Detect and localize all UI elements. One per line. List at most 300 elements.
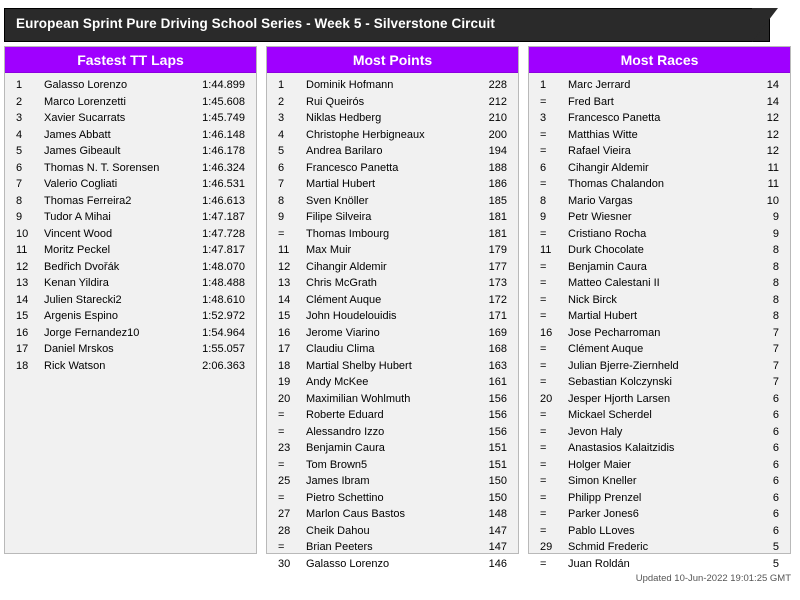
row-value: 150 — [488, 491, 507, 504]
row-value: 8 — [772, 310, 779, 323]
row-position: = — [540, 359, 547, 372]
row-position: 27 — [278, 508, 291, 521]
row-driver-name: Rick Watson — [44, 359, 106, 372]
row-driver-name: Benjamin Caura — [306, 442, 385, 455]
table-row — [5, 259, 256, 276]
table-row — [529, 143, 790, 160]
table-row — [267, 424, 518, 441]
row-value: 150 — [488, 475, 507, 488]
row-position: = — [540, 145, 547, 158]
row-value: 10 — [766, 194, 779, 207]
row-position: 13 — [16, 277, 29, 290]
row-value: 1:46.178 — [202, 145, 245, 158]
page-title: European Sprint Pure Driving School Series - Week 5 - Silverstone Circuit — [16, 16, 495, 31]
table-row — [267, 374, 518, 391]
row-position: = — [278, 425, 285, 438]
row-position: 6 — [540, 161, 547, 174]
row-position: = — [278, 227, 285, 240]
row-value: 6 — [772, 442, 779, 455]
table-row — [267, 556, 518, 573]
table-row — [529, 341, 790, 358]
row-value: 1:44.899 — [202, 79, 245, 92]
table-row — [267, 110, 518, 127]
row-driver-name: Roberte Eduard — [306, 409, 384, 422]
row-value: 1:48.070 — [202, 260, 245, 273]
table-row — [267, 539, 518, 556]
row-driver-name: Nick Birck — [568, 293, 617, 306]
row-position: 13 — [278, 277, 291, 290]
row-value: 1:48.610 — [202, 293, 245, 306]
row-value: 1:47.187 — [202, 211, 245, 224]
row-value: 210 — [488, 112, 507, 125]
row-position: = — [540, 310, 547, 323]
panel-most-races — [528, 46, 791, 570]
table-row — [267, 391, 518, 408]
row-value: 156 — [488, 425, 507, 438]
row-driver-name: Jorge Fernandez10 — [44, 326, 140, 339]
row-value: 172 — [488, 293, 507, 306]
table-row — [5, 94, 256, 111]
table-row — [267, 490, 518, 507]
row-driver-name: John Houdelouidis — [306, 310, 397, 323]
row-position: 4 — [16, 128, 23, 141]
row-driver-name: Thomas N. T. Sorensen — [44, 161, 160, 174]
table-row — [5, 143, 256, 160]
row-value: 156 — [488, 409, 507, 422]
row-position: 7 — [278, 178, 285, 191]
row-driver-name: Andrea Barilaro — [306, 145, 383, 158]
table-row — [529, 275, 790, 292]
row-driver-name: Martial Hubert — [568, 310, 638, 323]
row-driver-name: James Gibeault — [44, 145, 121, 158]
row-driver-name: Rafael Vieira — [568, 145, 631, 158]
table-row — [529, 473, 790, 490]
header-banner — [4, 8, 796, 44]
row-position: 1 — [540, 79, 547, 92]
row-value: 5 — [772, 541, 779, 554]
row-driver-name: Martial Hubert — [306, 178, 376, 191]
table-row — [5, 127, 256, 144]
row-driver-name: Fred Bart — [568, 95, 614, 108]
row-driver-name: Francesco Panetta — [306, 161, 399, 174]
row-position: 16 — [540, 326, 553, 339]
row-position: 25 — [278, 475, 291, 488]
last-updated-text: Updated 10-Jun-2022 19:01:25 GMT — [635, 573, 791, 584]
row-position: 17 — [278, 343, 291, 356]
row-driver-name: Galasso Lorenzo — [306, 557, 390, 570]
table-row — [267, 176, 518, 193]
row-position: = — [540, 343, 547, 356]
table-row — [529, 457, 790, 474]
row-value: 156 — [488, 392, 507, 405]
panel-header-fastest-tt-laps: Fastest TT Laps — [5, 47, 256, 73]
row-driver-name: Clément Auque — [568, 343, 644, 356]
row-driver-name: Thomas Chalandon — [568, 178, 665, 191]
row-driver-name: Maximilian Wohlmuth — [306, 392, 411, 405]
row-value: 6 — [772, 524, 779, 537]
row-value: 6 — [772, 409, 779, 422]
row-value: 1:47.817 — [202, 244, 245, 257]
row-driver-name: James Ibram — [306, 475, 370, 488]
row-position: 2 — [16, 95, 23, 108]
row-position: 17 — [16, 343, 29, 356]
row-driver-name: Philipp Prenzel — [568, 491, 642, 504]
row-position: 6 — [278, 161, 285, 174]
table-row — [267, 407, 518, 424]
row-value: 186 — [488, 178, 507, 191]
row-position: = — [540, 425, 547, 438]
row-position: 8 — [16, 194, 23, 207]
row-value: 1:48.488 — [202, 277, 245, 290]
row-value: 147 — [488, 524, 507, 537]
row-driver-name: Juan Roldán — [568, 557, 630, 570]
table-row — [267, 94, 518, 111]
table-row — [529, 127, 790, 144]
row-position: 16 — [16, 326, 29, 339]
row-driver-name: Jose Pecharroman — [568, 326, 661, 339]
row-driver-name: Argenis Espino — [44, 310, 118, 323]
table-row — [529, 407, 790, 424]
row-driver-name: Daniel Mrskos — [44, 343, 114, 356]
row-value: 5 — [772, 557, 779, 570]
table-row — [5, 308, 256, 325]
row-driver-name: Pablo LLoves — [568, 524, 635, 537]
table-row — [267, 308, 518, 325]
row-driver-name: Simon Kneller — [568, 475, 637, 488]
row-position: 20 — [540, 392, 553, 405]
row-value: 171 — [488, 310, 507, 323]
table-row — [529, 308, 790, 325]
row-position: 23 — [278, 442, 291, 455]
row-value: 151 — [488, 458, 507, 471]
row-driver-name: Clément Auque — [306, 293, 382, 306]
row-value: 6 — [772, 475, 779, 488]
table-row — [267, 506, 518, 523]
row-position: 5 — [16, 145, 23, 158]
row-driver-name: Alessandro Izzo — [306, 425, 385, 438]
table-row — [529, 259, 790, 276]
row-driver-name: Filipe Silveira — [306, 211, 372, 224]
row-driver-name: Valerio Cogliati — [44, 178, 118, 191]
row-position: 11 — [540, 244, 552, 257]
row-value: 200 — [488, 128, 507, 141]
row-position: 3 — [278, 112, 285, 125]
row-value: 9 — [772, 211, 779, 224]
row-position: 14 — [278, 293, 291, 306]
row-position: 19 — [278, 376, 291, 389]
row-value: 11 — [767, 178, 779, 191]
list-fastest-tt-laps — [5, 73, 256, 374]
table-row — [529, 523, 790, 540]
row-value: 7 — [772, 376, 779, 389]
table-row — [5, 226, 256, 243]
row-value: 2:06.363 — [202, 359, 245, 372]
row-driver-name: Petr Wiesner — [568, 211, 632, 224]
row-value: 212 — [488, 95, 507, 108]
row-driver-name: Cristiano Rocha — [568, 227, 647, 240]
table-row — [267, 457, 518, 474]
row-driver-name: Chris McGrath — [306, 277, 377, 290]
row-driver-name: Moritz Peckel — [44, 244, 111, 257]
row-position: 9 — [16, 211, 23, 224]
row-value: 173 — [488, 277, 507, 290]
row-driver-name: Christophe Herbigneaux — [306, 128, 425, 141]
row-value: 169 — [488, 326, 507, 339]
table-row — [5, 193, 256, 210]
row-driver-name: Andy McKee — [306, 376, 369, 389]
row-driver-name: Marc Jerrard — [568, 79, 631, 92]
row-value: 1:54.964 — [202, 326, 245, 339]
row-value: 14 — [766, 95, 779, 108]
row-value: 14 — [766, 79, 779, 92]
row-driver-name: Galasso Lorenzo — [44, 79, 128, 92]
table-row — [267, 325, 518, 342]
row-driver-name: Marlon Caus Bastos — [306, 508, 406, 521]
row-position: = — [540, 458, 547, 471]
row-position: = — [540, 475, 547, 488]
row-value: 1:47.728 — [202, 227, 245, 240]
table-row — [529, 539, 790, 556]
row-value: 12 — [766, 145, 779, 158]
row-value: 1:46.531 — [202, 178, 245, 191]
table-row — [529, 110, 790, 127]
row-value: 228 — [488, 79, 507, 92]
panel-header-most-points: Most Points — [267, 47, 518, 73]
table-row — [267, 160, 518, 177]
row-driver-name: Tudor A Mihai — [44, 211, 111, 224]
table-row — [529, 77, 790, 94]
row-driver-name: Niklas Hedberg — [306, 112, 382, 125]
table-row — [267, 77, 518, 94]
table-row — [267, 292, 518, 309]
row-position: 11 — [16, 244, 28, 257]
table-row — [529, 556, 790, 573]
table-row — [267, 193, 518, 210]
row-value: 8 — [772, 293, 779, 306]
row-value: 1:46.324 — [202, 161, 245, 174]
row-position: 9 — [278, 211, 285, 224]
row-position: 2 — [278, 95, 285, 108]
table-row — [529, 242, 790, 259]
row-position: 3 — [540, 112, 547, 125]
row-driver-name: Tom Brown5 — [306, 458, 368, 471]
row-driver-name: Max Muir — [306, 244, 352, 257]
row-position: = — [278, 458, 285, 471]
row-value: 161 — [488, 376, 507, 389]
table-row — [529, 94, 790, 111]
row-position: 16 — [278, 326, 291, 339]
table-row — [267, 259, 518, 276]
table-row — [267, 275, 518, 292]
row-position: 18 — [278, 359, 291, 372]
row-value: 1:46.613 — [202, 194, 245, 207]
row-position: = — [540, 491, 547, 504]
table-row — [267, 127, 518, 144]
table-row — [5, 77, 256, 94]
row-position: 3 — [16, 112, 23, 125]
table-row — [529, 176, 790, 193]
table-row — [5, 275, 256, 292]
row-position: = — [540, 260, 547, 273]
table-row — [529, 391, 790, 408]
row-driver-name: Parker Jones6 — [568, 508, 639, 521]
table-row — [5, 325, 256, 342]
row-driver-name: Vincent Wood — [44, 227, 113, 240]
table-row — [267, 523, 518, 540]
row-driver-name: Kenan Yildira — [44, 277, 109, 290]
row-value: 1:52.972 — [202, 310, 245, 323]
row-driver-name: Julien Starecki2 — [44, 293, 122, 306]
table-row — [5, 341, 256, 358]
row-value: 146 — [488, 557, 507, 570]
table-row — [267, 358, 518, 375]
row-value: 179 — [488, 244, 507, 257]
row-driver-name: Matthias Witte — [568, 128, 638, 141]
row-driver-name: Xavier Sucarrats — [44, 112, 126, 125]
row-position: = — [540, 277, 547, 290]
row-value: 12 — [766, 112, 779, 125]
table-row — [5, 160, 256, 177]
row-position: 8 — [540, 194, 547, 207]
row-driver-name: Cihangir Aldemir — [568, 161, 649, 174]
row-position: = — [540, 128, 547, 141]
row-value: 9 — [772, 227, 779, 240]
row-position: 20 — [278, 392, 291, 405]
row-driver-name: Matteo Calestani II — [568, 277, 660, 290]
table-row — [267, 226, 518, 243]
row-value: 1:46.148 — [202, 128, 245, 141]
row-driver-name: Claudiu Clima — [306, 343, 375, 356]
row-position: 28 — [278, 524, 291, 537]
row-driver-name: Marco Lorenzetti — [44, 95, 126, 108]
table-row — [5, 358, 256, 375]
row-driver-name: Sebastian Kolczynski — [568, 376, 672, 389]
row-driver-name: Benjamin Caura — [568, 260, 647, 273]
row-position: = — [540, 227, 547, 240]
row-position: = — [540, 178, 547, 191]
row-driver-name: Jesper Hjorth Larsen — [568, 392, 671, 405]
table-row — [529, 424, 790, 441]
row-value: 11 — [767, 161, 779, 174]
row-driver-name: Martial Shelby Hubert — [306, 359, 412, 372]
row-position: = — [540, 293, 547, 306]
table-row — [529, 506, 790, 523]
row-driver-name: Rui Queirós — [306, 95, 365, 108]
row-value: 7 — [772, 359, 779, 372]
table-row — [267, 440, 518, 457]
row-value: 181 — [488, 211, 507, 224]
table-row — [5, 110, 256, 127]
row-value: 6 — [772, 425, 779, 438]
row-driver-name: Thomas Imbourg — [306, 227, 390, 240]
table-row — [5, 242, 256, 259]
table-row — [529, 325, 790, 342]
row-position: 15 — [278, 310, 291, 323]
row-value: 1:55.057 — [202, 343, 245, 356]
row-position: 5 — [278, 145, 285, 158]
panel-fastest-tt-laps — [4, 46, 257, 554]
row-position: 6 — [16, 161, 23, 174]
row-driver-name: Mario Vargas — [568, 194, 633, 207]
row-driver-name: James Abbatt — [44, 128, 111, 141]
row-position: 12 — [278, 260, 291, 273]
row-value: 8 — [772, 244, 779, 257]
row-value: 6 — [772, 458, 779, 471]
table-row — [267, 143, 518, 160]
row-driver-name: Sven Knöller — [306, 194, 369, 207]
row-value: 12 — [766, 128, 779, 141]
table-row — [267, 209, 518, 226]
row-value: 6 — [772, 491, 779, 504]
table-row — [529, 226, 790, 243]
row-position: = — [540, 409, 547, 422]
row-position: 30 — [278, 557, 291, 570]
row-driver-name: Brian Peeters — [306, 541, 373, 554]
table-row — [529, 292, 790, 309]
row-driver-name: Pietro Schettino — [306, 491, 384, 504]
row-position: 14 — [16, 293, 29, 306]
row-value: 8 — [772, 260, 779, 273]
banner-corner-accent — [752, 8, 778, 42]
row-driver-name: Thomas Ferreira2 — [44, 194, 132, 207]
row-driver-name: Cihangir Aldemir — [306, 260, 387, 273]
row-position: 11 — [278, 244, 290, 257]
row-driver-name: Francesco Panetta — [568, 112, 661, 125]
list-most-races — [529, 73, 790, 572]
row-position: 1 — [16, 79, 23, 92]
row-value: 6 — [772, 392, 779, 405]
panel-most-points — [266, 46, 519, 570]
row-position: 9 — [540, 211, 547, 224]
row-value: 151 — [488, 442, 507, 455]
row-position: = — [278, 409, 285, 422]
table-row — [5, 209, 256, 226]
table-row — [267, 242, 518, 259]
row-value: 148 — [488, 508, 507, 521]
row-value: 163 — [488, 359, 507, 372]
table-row — [529, 440, 790, 457]
row-position: 10 — [16, 227, 29, 240]
list-most-points — [267, 73, 518, 572]
row-value: 7 — [772, 326, 779, 339]
table-row — [529, 358, 790, 375]
row-driver-name: Julian Bjerre-Ziernheld — [568, 359, 679, 372]
panel-header-most-races: Most Races — [529, 47, 790, 73]
row-driver-name: Bedřich Dvořák — [44, 260, 120, 273]
row-value: 1:45.749 — [202, 112, 245, 125]
row-position: = — [540, 442, 547, 455]
table-row — [529, 160, 790, 177]
row-value: 177 — [488, 260, 507, 273]
row-position: = — [540, 376, 547, 389]
row-position: = — [278, 491, 285, 504]
row-position: 1 — [278, 79, 285, 92]
row-position: 18 — [16, 359, 29, 372]
table-row — [5, 176, 256, 193]
row-driver-name: Schmid Frederic — [568, 541, 649, 554]
row-position: 4 — [278, 128, 285, 141]
row-value: 6 — [772, 508, 779, 521]
table-row — [529, 209, 790, 226]
row-value: 147 — [488, 541, 507, 554]
row-position: = — [540, 508, 547, 521]
row-position: = — [540, 95, 547, 108]
table-row — [267, 341, 518, 358]
row-driver-name: Jerome Viarino — [306, 326, 380, 339]
row-driver-name: Cheik Dahou — [306, 524, 370, 537]
row-value: 8 — [772, 277, 779, 290]
row-position: 15 — [16, 310, 29, 323]
